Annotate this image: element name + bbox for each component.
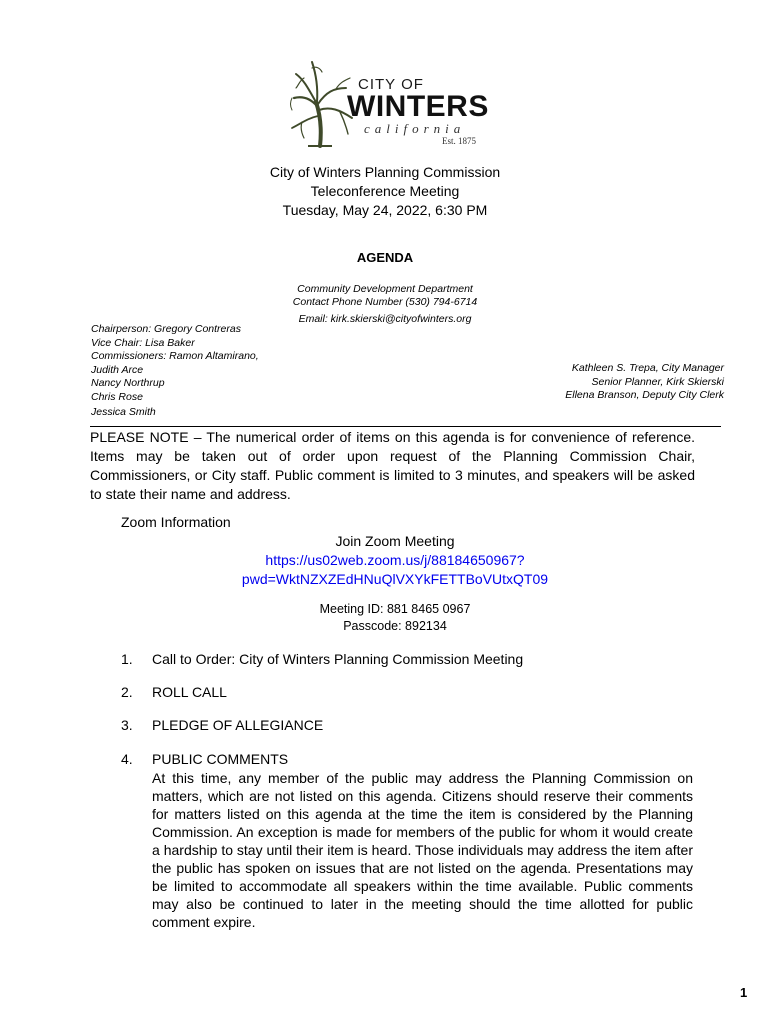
senior-planner: Senior Planner, Kirk Skierski [591,375,724,388]
deputy-city-clerk: Ellena Branson, Deputy City Clerk [565,389,724,401]
zoom-link-line-2 [10,570,770,589]
item-number: 2. [121,684,133,700]
commissioner: Chris Rose [91,390,143,403]
commissioners-label: Commissioners: Ramon Altamirano, [91,350,259,362]
logo-california-text: california [364,121,466,136]
item-number: 1. [121,651,133,667]
item-text: PLEDGE OF ALLEGIANCE [152,717,324,733]
zoom-meeting-link-password[interactable]: pwd=WktNZXZEdHNuQlVXYkFETTBoVUtxQT09 [241,571,549,587]
department-phone: Contact Phone Number (530) 794-6714 [292,296,478,308]
commissioner: Judith Arce [91,363,144,376]
zoom-meeting-id: Meeting ID: 881 8465 0967 [319,602,471,616]
zoom-passcode: Passcode: 892134 [343,619,447,633]
commissioner: Nancy Northrup [91,377,165,389]
meeting-date: Tuesday, May 24, 2022, 6:30 PM [282,202,488,218]
agenda-heading: AGENDA [356,250,414,265]
zoom-meeting-link[interactable]: https://us02web.zoom.us/j/88184650967? [265,552,525,568]
divider [90,426,721,427]
page-number: 1 [740,985,748,1000]
logo-winters-text: WINTERS [347,90,489,123]
chairperson: Chairperson: Gregory Contreras [91,323,241,335]
commission-members [91,323,259,420]
vice-chair: Vice Chair: Lisa Baker [91,336,195,349]
agenda-notice: PLEASE NOTE – The numerical order of items on this agenda is for convenience of reference. Items may be taken out of order upon request of the Planning Commission Chair, Commissioners, or City staff. Public comment is limited to 3 minutes, and speakers will be asked to state their name and address. [90,429,695,502]
department-name: Community Development Department [297,283,473,295]
public-comments-description: At this time, any member of the public may address the Planning Commission on matters, which are not listed on this agenda. Citizens should reserve their comments for matters listed on this agenda at the time the item is considered by the Planning Commission. An exception is made for members of the public for whom it would create a hardship to stay until their item is heard. Those individuals may address the item after the public has spoken on issues that are not listed on the agenda. Presentations may be limited to accommodate all speakers within the time available. Public comments may also be continued to later in the meeting should the time allotted for public comment expire. [152,770,693,930]
item-text: PUBLIC COMMENTS [152,751,289,767]
logo-established-text: Est. 1875 [442,136,477,146]
zoom-information-label: Zoom Information [121,514,231,530]
commissioner: Jessica Smith [91,406,156,418]
meeting-type: Teleconference Meeting [310,183,460,199]
department-email: Email: kirk.skierski@cityofwinters.org [298,313,472,325]
zoom-link-line-1 [10,551,770,570]
city-manager: Kathleen S. Trepa, City Manager [571,362,724,374]
item-number: 3. [121,717,133,733]
meeting-title: City of Winters Planning Commission [269,164,501,180]
item-text: Call to Order: City of Winters Planning Commission Meeting [152,651,524,667]
logo-city-of-text: CITY OF [358,76,424,93]
city-staff [565,362,724,403]
item-number: 4. [121,751,133,767]
item-text: ROLL CALL [152,684,227,700]
city-of-winters-logo [290,58,490,150]
join-zoom-label: Join Zoom Meeting [335,533,455,549]
